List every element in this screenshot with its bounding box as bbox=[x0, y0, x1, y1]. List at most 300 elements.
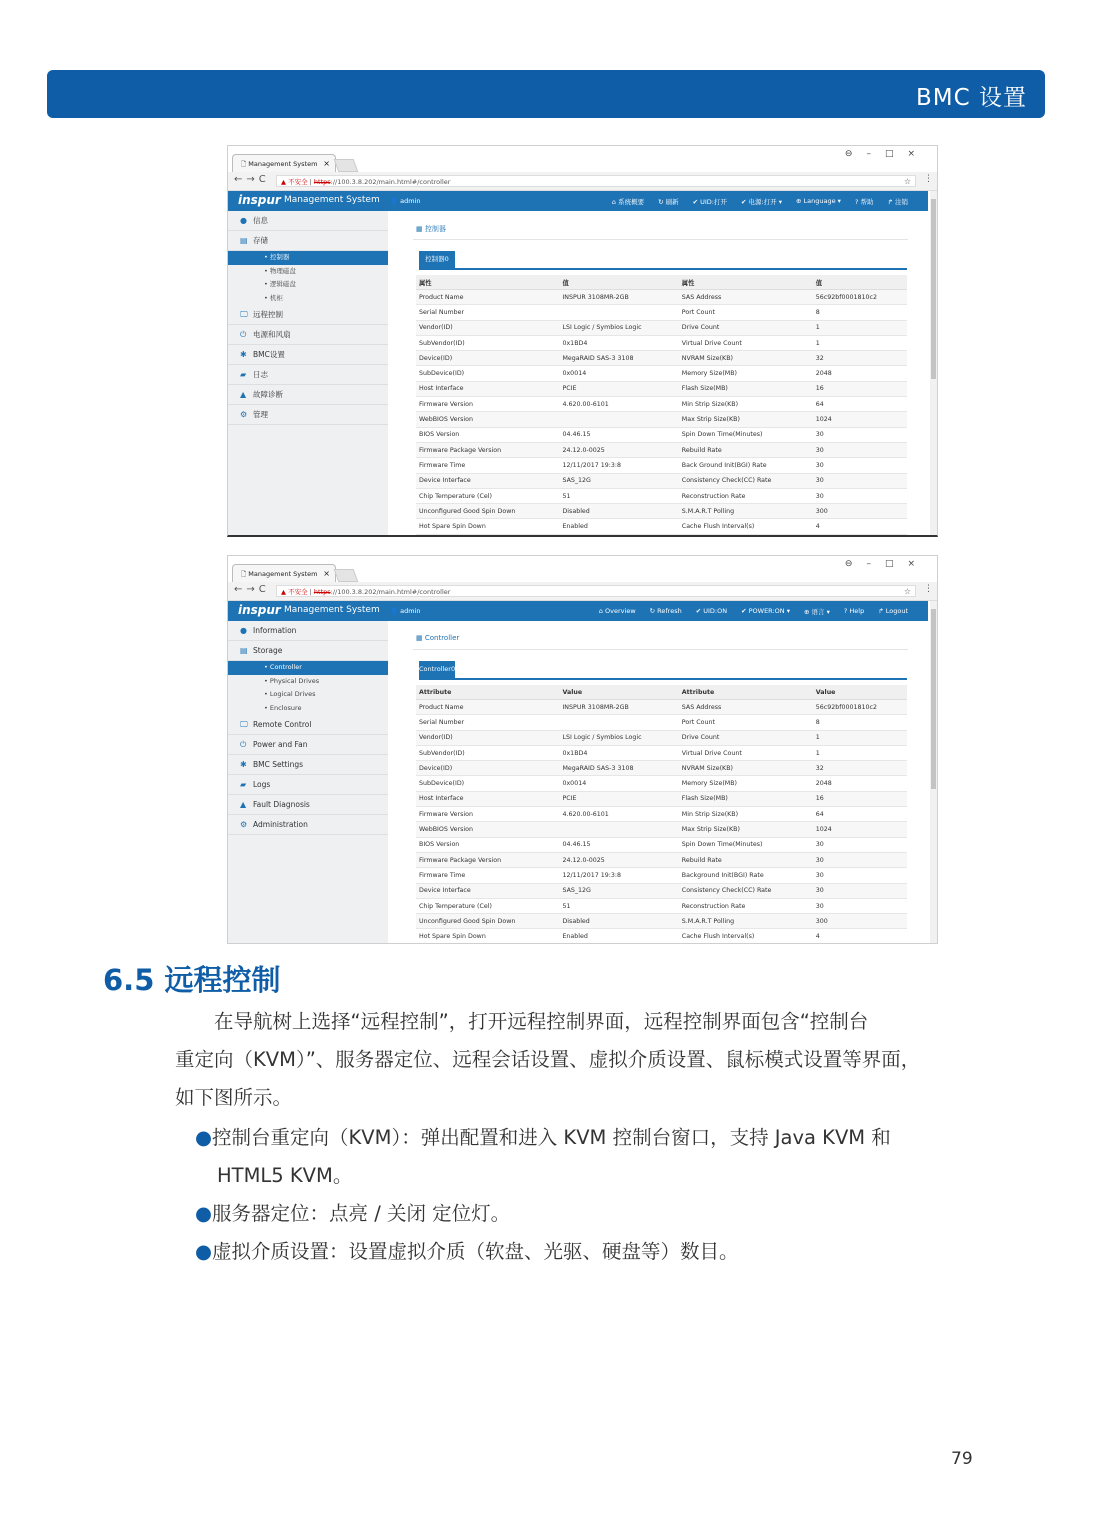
storage-subitem[interactable]: • 控制器 bbox=[228, 251, 388, 265]
bullet-text: 服务器定位：点亮 / 关闭 定位灯。 bbox=[212, 1202, 511, 1225]
table-cell: LSI Logic / Symbios Logic bbox=[559, 730, 678, 745]
storage-subitem[interactable]: • Physical Drives bbox=[264, 676, 320, 685]
table-cell: SubDevice(ID) bbox=[416, 366, 559, 381]
sidebar-item[interactable] bbox=[228, 735, 388, 755]
bullet-list bbox=[195, 1119, 995, 1271]
browser-tab[interactable] bbox=[232, 564, 336, 582]
table-cell: SubDevice(ID) bbox=[416, 776, 559, 791]
menu-item-label: 系统概要 bbox=[618, 198, 645, 206]
table-row bbox=[416, 776, 907, 791]
breadcrumb-text: Controller bbox=[424, 634, 460, 642]
menu-item-label: 帮助 bbox=[860, 198, 874, 206]
table-row bbox=[416, 700, 907, 715]
table-cell: Enabled bbox=[559, 929, 678, 944]
column-header: Attribute bbox=[679, 685, 813, 700]
language-icon: ⊕ bbox=[804, 608, 812, 616]
table-cell: Firmware Version bbox=[416, 397, 559, 412]
window-controls[interactable]: ⊖–□× bbox=[844, 149, 929, 159]
table-cell: Virtual Drive Count bbox=[679, 745, 813, 760]
column-header: 值 bbox=[559, 275, 678, 290]
page-number: 79 bbox=[951, 1449, 973, 1469]
language-icon: ⊕ bbox=[796, 197, 804, 205]
storage-subitem-label: 物理磁盘 bbox=[269, 266, 296, 275]
main-panel bbox=[393, 211, 930, 537]
tab-title: Management System bbox=[248, 160, 318, 168]
table-cell: Unconfigured Good Spin Down bbox=[416, 504, 559, 519]
browser-tabbar bbox=[228, 556, 937, 582]
table-cell: Rebuild Rate bbox=[679, 442, 813, 457]
section-title: 6.5 远程控制 bbox=[103, 963, 281, 997]
page-icon: 🗋 bbox=[241, 160, 249, 168]
menu-item-uid[interactable] bbox=[693, 197, 727, 206]
star-icon[interactable]: ☆ bbox=[903, 177, 911, 186]
table-row bbox=[416, 458, 907, 473]
logout-icon: ↱ bbox=[878, 607, 886, 615]
breadcrumb: ▦ 控制器 bbox=[416, 225, 446, 233]
menu-item-label: Help bbox=[849, 607, 865, 615]
help-icon: ? bbox=[843, 607, 850, 615]
table-cell: SAS_12G bbox=[559, 883, 678, 898]
table-row bbox=[416, 822, 907, 837]
sidebar-item-label: 存储 bbox=[253, 236, 268, 245]
table-cell: Chip Temperature (Cel) bbox=[416, 488, 559, 503]
table-cell: Firmware Time bbox=[416, 458, 559, 473]
url-scheme: https bbox=[313, 588, 331, 596]
username: admin bbox=[400, 197, 421, 205]
table-cell: Cache Flush Interval(s) bbox=[679, 519, 813, 534]
nav-buttons-icon[interactable]: ←→C bbox=[234, 584, 270, 595]
table-cell: Drive Count bbox=[679, 730, 813, 745]
power-icon: ✔ bbox=[741, 607, 749, 615]
url-text: ://100.3.8.202/main.html#/controller bbox=[330, 178, 451, 186]
table-cell: 30 bbox=[813, 473, 907, 488]
table-cell: Min Strip Size(KB) bbox=[679, 807, 813, 822]
table-cell: Port Count bbox=[679, 305, 813, 320]
kebab-menu-icon[interactable]: ⋮ bbox=[924, 584, 933, 594]
storage-subitem[interactable]: • 物理磁盘 bbox=[264, 266, 296, 275]
sidebar-item-label: BMC Settings bbox=[253, 760, 303, 769]
table-cell: Chip Temperature (Cel) bbox=[416, 898, 559, 913]
table-row bbox=[416, 488, 907, 503]
column-header: Value bbox=[559, 685, 678, 700]
table-cell: Product Name bbox=[416, 700, 559, 715]
table-cell: 2048 bbox=[813, 776, 907, 791]
sidebar-icon: ▤ bbox=[240, 646, 248, 655]
table-cell: Product Name bbox=[416, 290, 559, 305]
table-cell: Memory Size(MB) bbox=[679, 776, 813, 791]
bullet-dot-icon: ● bbox=[195, 1126, 213, 1149]
table-header-row bbox=[416, 685, 907, 700]
sidebar-item[interactable] bbox=[228, 385, 388, 405]
refresh-icon: ↻ bbox=[658, 198, 666, 206]
sidebar-item[interactable] bbox=[228, 405, 388, 425]
table-cell: Vendor(ID) bbox=[416, 730, 559, 745]
sidebar-icon: 🖵 bbox=[240, 720, 248, 729]
window-controls[interactable]: ⊖–□× bbox=[844, 559, 929, 569]
table-cell: Unconfigured Good Spin Down bbox=[416, 914, 559, 929]
storage-subitem[interactable]: • Controller bbox=[228, 661, 388, 675]
menu-item-logout[interactable] bbox=[887, 197, 908, 206]
table-cell: 30 bbox=[813, 868, 907, 883]
table-cell: Drive Count bbox=[679, 320, 813, 335]
bullet-dot-icon: ● bbox=[195, 1240, 213, 1263]
table-cell: Device Interface bbox=[416, 473, 559, 488]
bullet-text: 控制台重定向（KVM）：弹出配置和进入 KVM 控制台窗口，支持 Java KVM 和 bbox=[212, 1126, 891, 1149]
table-cell: WebBIOS Version bbox=[416, 822, 559, 837]
sidebar-item[interactable] bbox=[228, 211, 388, 231]
table-cell: BIOS Version bbox=[416, 427, 559, 442]
menu-item-power[interactable] bbox=[741, 607, 790, 616]
table-cell: MegaRAID SAS-3 3108 bbox=[559, 351, 678, 366]
menu-item-refresh[interactable] bbox=[650, 607, 682, 616]
table-cell: 04.46.15 bbox=[559, 427, 678, 442]
paragraph-line: 重定向（KVM）”、服务器定位、远程会话设置、虚拟介质设置、鼠标模式设置等界面， bbox=[175, 1048, 921, 1071]
table-cell: 16 bbox=[813, 381, 907, 396]
breadcrumb-text: 控制器 bbox=[424, 225, 446, 233]
url-field[interactable]: ▲ 不安全 | https://100.3.8.202/main.html#/controller ☆ bbox=[276, 175, 916, 187]
divider bbox=[413, 649, 908, 650]
table-row bbox=[416, 761, 907, 776]
sidebar-icon: ⏻ bbox=[240, 330, 247, 339]
table-row bbox=[416, 351, 907, 366]
sidebar-item[interactable] bbox=[228, 231, 388, 251]
sidebar-item-label: Storage bbox=[253, 646, 283, 655]
table-cell: 24.12.0-0025 bbox=[559, 852, 678, 867]
table-cell: BIOS Version bbox=[416, 837, 559, 852]
table-cell: SAS Address bbox=[679, 290, 813, 305]
table-row bbox=[416, 715, 907, 730]
logout-icon: ↱ bbox=[887, 198, 895, 206]
sidebar-item[interactable] bbox=[228, 621, 388, 641]
paragraph-line: 如下图所示。 bbox=[175, 1086, 293, 1109]
system-name: Management System bbox=[284, 605, 380, 615]
menu-item-refresh[interactable] bbox=[658, 197, 679, 206]
table-cell: 30 bbox=[813, 488, 907, 503]
menu-item-logout[interactable] bbox=[878, 607, 908, 616]
table-cell: Firmware Version bbox=[416, 807, 559, 822]
table-cell: Reconstruction Rate bbox=[679, 488, 813, 503]
sidebar-item-label: Information bbox=[253, 626, 297, 635]
table-cell: 51 bbox=[559, 898, 678, 913]
help-icon: ? bbox=[854, 198, 861, 206]
top-menu bbox=[599, 607, 908, 616]
table-cell: Serial Number bbox=[416, 715, 559, 730]
body-paragraph bbox=[175, 1003, 995, 1117]
scrollbar-thumb[interactable] bbox=[931, 609, 936, 789]
page-icon: 🗋 bbox=[241, 570, 249, 578]
tab-underline bbox=[419, 678, 907, 680]
table-cell: 12/11/2017 19:3:8 bbox=[559, 868, 678, 883]
tab-controller0[interactable]: 控制器0 bbox=[419, 251, 455, 268]
close-icon[interactable]: × bbox=[323, 569, 330, 578]
chapter-banner bbox=[47, 70, 1045, 118]
table-cell: 30 bbox=[813, 458, 907, 473]
table-cell: 0x0014 bbox=[559, 366, 678, 381]
menu-item-overview[interactable] bbox=[599, 607, 636, 616]
bullet-item bbox=[195, 1233, 995, 1271]
column-header: Attribute bbox=[416, 685, 559, 700]
table-cell: Device(ID) bbox=[416, 351, 559, 366]
menu-item-help[interactable] bbox=[844, 607, 864, 616]
storage-subitem[interactable]: • Logical Drives bbox=[264, 690, 316, 698]
storage-subitem-label: Enclosure bbox=[269, 703, 302, 712]
user-label: 👤 admin bbox=[390, 607, 421, 615]
table-cell: Device Interface bbox=[416, 883, 559, 898]
table-cell: Firmware Time bbox=[416, 868, 559, 883]
storage-subitem-label: Physical Drives bbox=[269, 676, 320, 685]
sidebar-item-label: 日志 bbox=[253, 370, 268, 379]
table-cell: NVRAM Size(KB) bbox=[679, 761, 813, 776]
power-icon: ✔ bbox=[740, 198, 749, 206]
table-cell: Disabled bbox=[559, 914, 678, 929]
table-cell: Background Init(BGI) Rate bbox=[679, 868, 813, 883]
breadcrumb: ▦ Controller bbox=[416, 634, 460, 642]
table-cell: S.M.A.R.T Polling bbox=[679, 914, 813, 929]
scrollbar[interactable] bbox=[930, 191, 937, 536]
insecure-warning: ▲ 不安全 bbox=[281, 178, 308, 186]
system-name: Management System bbox=[284, 195, 380, 205]
table-cell: Hot Spare Spin Down bbox=[416, 929, 559, 944]
menu-item-overview[interactable] bbox=[612, 197, 644, 206]
table-cell: Device(ID) bbox=[416, 761, 559, 776]
nav-buttons-icon[interactable]: ←→C bbox=[234, 174, 270, 185]
uid-icon: ✔ bbox=[692, 198, 701, 206]
storage-subitem[interactable]: • 机柜 bbox=[264, 293, 283, 302]
table-cell: Max Strip Size(KB) bbox=[679, 412, 813, 427]
storage-subitem-label: Controller bbox=[269, 663, 302, 671]
table-cell: 56c92bf0001810c2 bbox=[813, 700, 907, 715]
menu-item-language[interactable] bbox=[804, 607, 830, 616]
table-cell: 04.46.15 bbox=[559, 837, 678, 852]
table-cell bbox=[559, 822, 678, 837]
table-cell: 1 bbox=[813, 335, 907, 350]
table-cell: Memory Size(MB) bbox=[679, 366, 813, 381]
inspur-logo: inspur bbox=[238, 603, 281, 617]
table-row bbox=[416, 366, 907, 381]
menu-item-language[interactable] bbox=[796, 197, 841, 206]
table-cell: 300 bbox=[813, 504, 907, 519]
table-cell: 8 bbox=[813, 715, 907, 730]
sidebar-item[interactable] bbox=[228, 815, 388, 835]
table-cell: Flash Size(MB) bbox=[679, 791, 813, 806]
table-cell: Flash Size(MB) bbox=[679, 381, 813, 396]
sidebar-item-label: 信息 bbox=[253, 216, 268, 225]
storage-subitem[interactable]: • Enclosure bbox=[264, 703, 302, 712]
browser-tab[interactable] bbox=[232, 154, 336, 172]
url-scheme: https bbox=[313, 178, 331, 186]
sidebar-icon: ✱ bbox=[240, 760, 247, 769]
sidebar-item-label: Power and Fan bbox=[253, 740, 308, 749]
divider bbox=[413, 239, 908, 240]
sidebar-item-label: 远程控制 bbox=[253, 310, 283, 319]
table-cell: NVRAM Size(KB) bbox=[679, 351, 813, 366]
menu-item-help[interactable] bbox=[855, 197, 874, 206]
table-row bbox=[416, 320, 907, 335]
sidebar-icon: ▰ bbox=[240, 780, 247, 789]
table-cell: 0x1BD4 bbox=[559, 745, 678, 760]
sidebar-icon: ✱ bbox=[240, 350, 247, 359]
sidebar-icon: ▰ bbox=[240, 370, 247, 379]
overview-icon: ⌂ bbox=[611, 198, 619, 206]
menu-item-uid[interactable] bbox=[696, 607, 727, 616]
table-cell: Host Interface bbox=[416, 791, 559, 806]
sidebar-item-label: Fault Diagnosis bbox=[253, 800, 310, 809]
table-cell: Consistency Check(CC) Rate bbox=[679, 883, 813, 898]
table-cell: Cache Flush Interval(s) bbox=[679, 929, 813, 944]
table-cell: S.M.A.R.T Polling bbox=[679, 504, 813, 519]
sidebar-item[interactable] bbox=[228, 325, 388, 345]
tab-controller0[interactable]: Controller0 bbox=[419, 661, 455, 678]
sidebar-item-label: 管理 bbox=[253, 410, 268, 419]
table-cell: SubVendor(ID) bbox=[416, 335, 559, 350]
table-cell: 32 bbox=[813, 761, 907, 776]
sidebar-icon: ▲ bbox=[240, 800, 247, 809]
storage-subitem[interactable]: • 逻辑磁盘 bbox=[264, 280, 296, 288]
sidebar-item[interactable] bbox=[228, 715, 388, 735]
sidebar-item[interactable] bbox=[228, 345, 388, 365]
table-cell: PCIE bbox=[559, 791, 678, 806]
screenshot-cn bbox=[227, 145, 938, 537]
sidebar-item-label: 故障诊断 bbox=[253, 390, 283, 399]
table-cell: Min Strip Size(KB) bbox=[679, 397, 813, 412]
insecure-warning: ▲ 不安全 bbox=[281, 588, 308, 596]
table-row bbox=[416, 868, 907, 883]
table-row bbox=[416, 730, 907, 745]
menu-item-label: UID:打开 bbox=[700, 198, 727, 206]
table-cell: Rebuild Rate bbox=[679, 852, 813, 867]
table-row bbox=[416, 807, 907, 822]
table-cell: 1024 bbox=[813, 412, 907, 427]
table-cell: 0x1BD4 bbox=[559, 335, 678, 350]
table-cell: 30 bbox=[813, 427, 907, 442]
menu-item-label: Language ▾ bbox=[803, 197, 841, 205]
table-row bbox=[416, 883, 907, 898]
sidebar-item-label: Remote Control bbox=[253, 720, 312, 729]
sidebar-item[interactable] bbox=[228, 305, 388, 325]
url-field[interactable]: ▲ 不安全 | https://100.3.8.202/main.html#/controller ☆ bbox=[276, 585, 916, 597]
address-bar bbox=[228, 172, 937, 191]
table-cell: 2048 bbox=[813, 366, 907, 381]
close-icon[interactable]: × bbox=[323, 159, 330, 168]
menu-item-label: 语言 ▾ bbox=[811, 608, 830, 616]
menu-item-label: 电源:打开 ▾ bbox=[748, 198, 783, 206]
table-cell: 0x0014 bbox=[559, 776, 678, 791]
table-cell: 4 bbox=[813, 929, 907, 944]
column-header: 值 bbox=[813, 275, 907, 290]
table-cell: Reconstruction Rate bbox=[679, 898, 813, 913]
kebab-menu-icon[interactable]: ⋮ bbox=[924, 174, 933, 184]
table-cell: 300 bbox=[813, 914, 907, 929]
menu-item-label: Logout bbox=[885, 607, 908, 615]
bullet-continuation bbox=[195, 1157, 995, 1195]
table-cell: 64 bbox=[813, 807, 907, 822]
table-cell: 1 bbox=[813, 730, 907, 745]
table-cell: Spin Down Time(Minutes) bbox=[679, 427, 813, 442]
bullet-item bbox=[195, 1195, 995, 1233]
column-header: Value bbox=[813, 685, 907, 700]
new-tab-button[interactable] bbox=[334, 569, 359, 582]
sidebar-item-label: Logs bbox=[253, 780, 271, 789]
table-cell: Serial Number bbox=[416, 305, 559, 320]
sidebar-icon: ⚙ bbox=[240, 410, 248, 419]
scrollbar-thumb[interactable] bbox=[931, 199, 936, 379]
sidebar-item[interactable] bbox=[228, 795, 388, 815]
sidebar-item[interactable] bbox=[228, 365, 388, 385]
sidebar-icon: ⚙ bbox=[240, 820, 248, 829]
menu-item-label: POWER:ON ▾ bbox=[748, 607, 790, 615]
tab-title: Management System bbox=[248, 570, 318, 578]
sidebar-item[interactable] bbox=[228, 775, 388, 795]
new-tab-button[interactable] bbox=[334, 159, 359, 172]
table-cell: Firmware Package Version bbox=[416, 442, 559, 457]
star-icon[interactable]: ☆ bbox=[903, 587, 911, 596]
table-row bbox=[416, 305, 907, 320]
table-row bbox=[416, 898, 907, 913]
table-row bbox=[416, 519, 907, 534]
menu-item-label: 刷新 bbox=[665, 198, 679, 206]
sidebar-icon: 🖵 bbox=[240, 310, 248, 319]
sidebar-item-label: BMC设置 bbox=[253, 350, 285, 359]
table-cell: Spin Down Time(Minutes) bbox=[679, 837, 813, 852]
table-row bbox=[416, 442, 907, 457]
screenshot-en bbox=[227, 555, 938, 944]
address-bar bbox=[228, 582, 937, 601]
menu-item-power[interactable] bbox=[741, 197, 782, 206]
table-row bbox=[416, 745, 907, 760]
bullet-dot-icon: ● bbox=[195, 1202, 213, 1225]
table-cell: 8 bbox=[813, 305, 907, 320]
table-cell: MegaRAID SAS-3 3108 bbox=[559, 761, 678, 776]
table-cell: INSPUR 3108MR-2GB bbox=[559, 290, 678, 305]
controller-table bbox=[416, 685, 907, 944]
menu-item-label: 注销 bbox=[895, 198, 908, 206]
column-header: 属性 bbox=[416, 275, 559, 290]
table-cell: 24.12.0-0025 bbox=[559, 442, 678, 457]
table-cell: 30 bbox=[813, 837, 907, 852]
menu-item-label: Refresh bbox=[657, 607, 682, 615]
table-cell: 30 bbox=[813, 883, 907, 898]
sidebar-item-label: Administration bbox=[253, 820, 308, 829]
sidebar-icon: ▤ bbox=[240, 236, 248, 245]
storage-subitem-label: Logical Drives bbox=[269, 690, 316, 698]
top-menu bbox=[612, 197, 908, 206]
table-cell: WebBIOS Version bbox=[416, 412, 559, 427]
controller-table bbox=[416, 275, 907, 535]
sidebar-item-label: 电源和风扇 bbox=[253, 330, 291, 339]
table-row bbox=[416, 335, 907, 350]
table-cell: 30 bbox=[813, 442, 907, 457]
table-cell: Vendor(ID) bbox=[416, 320, 559, 335]
sidebar-item[interactable] bbox=[228, 755, 388, 775]
table-cell: Enabled bbox=[559, 519, 678, 534]
bullet-item bbox=[195, 1119, 995, 1157]
overview-icon: ⌂ bbox=[598, 607, 606, 615]
table-row bbox=[416, 852, 907, 867]
table-row bbox=[416, 290, 907, 305]
table-row bbox=[416, 914, 907, 929]
table-row bbox=[416, 504, 907, 519]
table-row bbox=[416, 427, 907, 442]
sidebar-item[interactable] bbox=[228, 641, 388, 661]
table-cell: 1024 bbox=[813, 822, 907, 837]
table-cell: Back Ground Init(BGI) Rate bbox=[679, 458, 813, 473]
scrollbar[interactable] bbox=[930, 601, 937, 944]
table-cell: 30 bbox=[813, 852, 907, 867]
table-cell bbox=[559, 305, 678, 320]
table-cell: 4 bbox=[813, 519, 907, 534]
table-cell: Firmware Package Version bbox=[416, 852, 559, 867]
user-label: 👤 admin bbox=[390, 197, 421, 205]
